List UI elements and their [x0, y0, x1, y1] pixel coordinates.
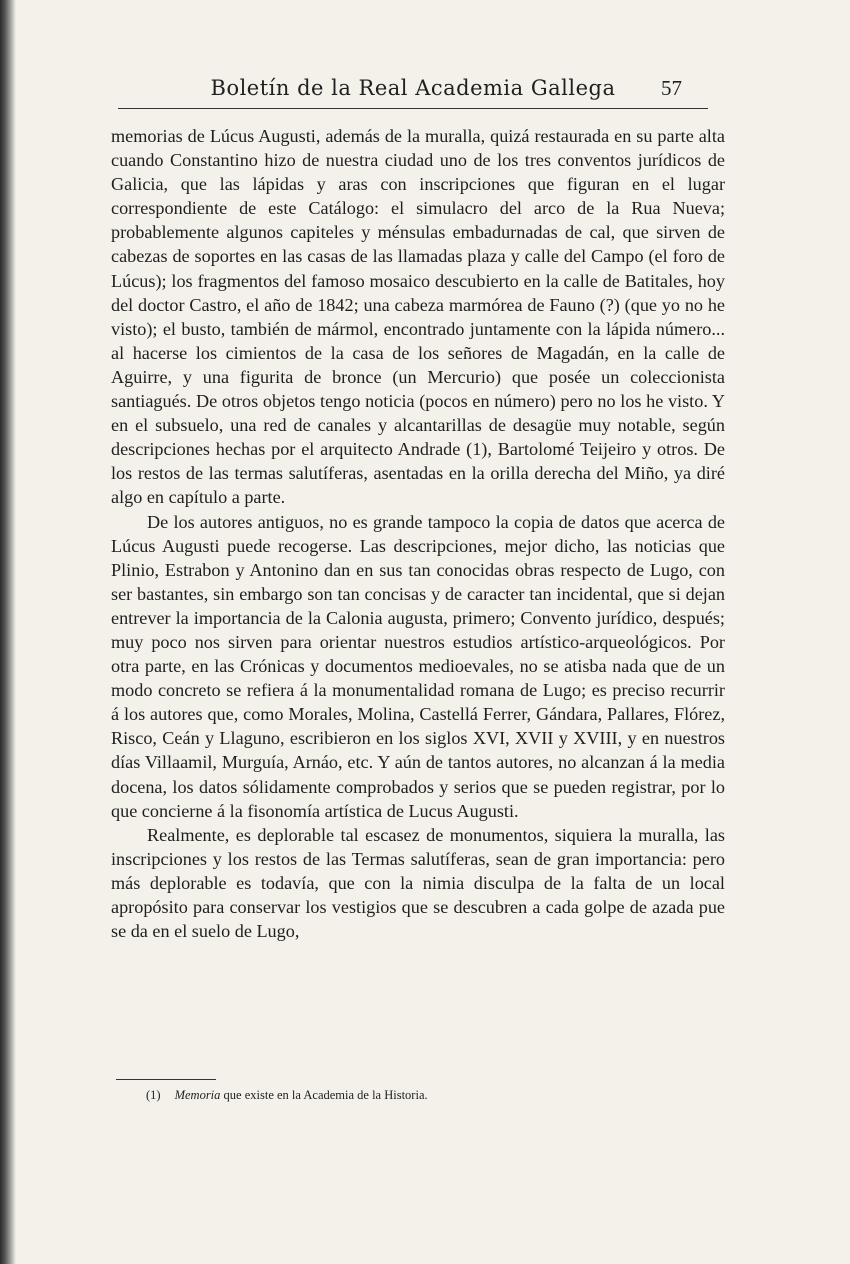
paragraph-3: Realmente, es deplorable tal escasez de monumentos, siquiera la muralla, las inscripciones y los restos de las Termas salutíferas, sean de gran importancia: pero más deplorable es todavía, que con la nimia disculpa de la falta de un local apropósito para conservar los vestigios que se descubren a cada golpe de azada pue se da en el suelo de Lugo, — [111, 824, 725, 942]
running-title: Boletín de la Real Academia Gallega — [210, 76, 616, 100]
paragraph-2: De los autores antiguos, no es grande tampoco la copia de datos que acerca de Lúcus Augusti puede recogerse. Las descripciones, mejor dicho, las noticias que Plinio, Estrabon y Antonino dan en sus tan conocidas obras respecto de Lugo, con ser bastantes, sin embargo son tan concisas y de caracter tan incidental, que si dejan entrever la importancia de la Calonia augusta, primero; Convento jurídico, después; muy poco nos sirven para orientar nuestros estudios artístico-arqueológicos. Por otra parte, en las Crónicas y documentos medioevales, no se atisba nada que de un modo concreto se refiera á la monumentalidad romana de Lugo; es preciso recurrir á los autores que, como Morales, Molina, Castellá Ferrer, Gándara, Pallares, Flórez, Risco, Ceán y Llaguno, escribieron en los siglos XVI, XVII y XVIII, y en nuestros días Villaamil, Murguía, Arnáo, etc. Y aún de tantos autores, no alcanzan á la media docena, los datos sólidamente comprobados y serios que se pueden registrar, por lo que concierne á la fisonomía artística de Lucus Augusti. — [111, 511, 725, 821]
page-header — [118, 76, 708, 110]
footnote-text: que existe en la Academia de la Historia. — [223, 1088, 428, 1102]
page-binding-edge — [0, 0, 16, 1264]
page-number: 57 — [661, 76, 682, 100]
footnote-rule — [116, 1079, 216, 1080]
paragraph-1: memorias de Lúcus Augusti, además de la muralla, quizá restaurada en su parte alta cuando Constantino hizo de nuestra ciudad uno de los tres conventos jurídicos de Galicia, que las lápidas y aras con inscripciones que figuran en el lugar correspondiente de este Catálogo: el simulacro del arco de la Rua Nueva; probablemente algunos capiteles y ménsulas embadurnadas de cal, que sirven de cabezas de soportes en las casas de las llamadas plaza y calle del Campo (el foro de Lúcus); los fragmentos del famoso mosaico descubierto en la calle de Batitales, hoy del doctor Castro, el año de 1842; una cabeza marmórea de Fauno (?) (que yo no he visto); el busto, también de mármol, encontrado juntamente con la lápida número... al hacerse los cimientos de la casa de los señores de Magadán, en la calle de Aguirre, y una figurita de bronce (un Mercurio) que posée un coleccionista santiagués. De otros objetos tengo noticia (pocos en número) pero no los he visto. Y en el subsuelo, una red de canales y alcantarillas de desagüe muy notable, según descripciones hechas por el arquitecto Andrade (1), Bartolomé Teijeiro y otros. De los restos de las termas salutíferas, asentadas en la orilla derecha del Miño, ya diré algo en capítulo a parte. — [111, 126, 725, 508]
body-text — [111, 124, 725, 943]
footnote — [146, 1088, 706, 1103]
footnote-marker: (1) — [146, 1088, 161, 1102]
footnote-italic-word: Memoria — [174, 1088, 221, 1102]
header-rule — [118, 108, 708, 109]
